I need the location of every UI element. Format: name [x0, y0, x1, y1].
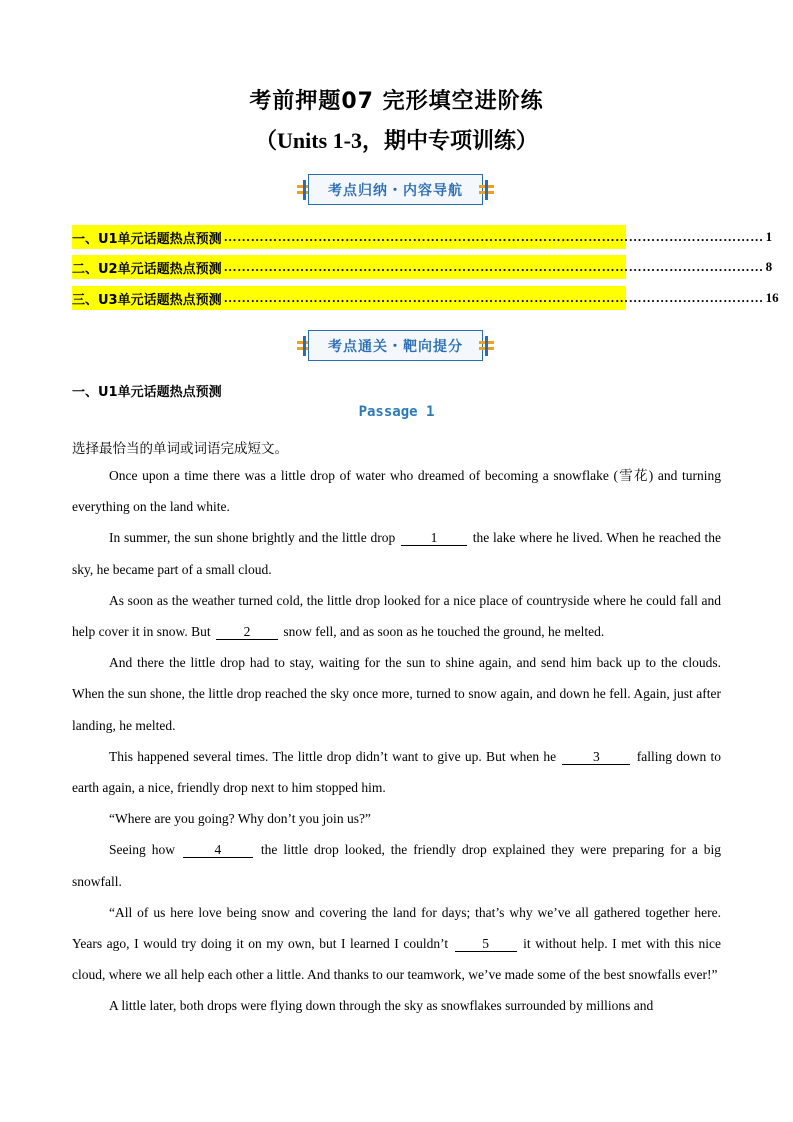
toc-item-label: 三、U3单元话题热点预测: [72, 292, 222, 308]
instruction-text: 选择最恰当的单词或词语完成短文。: [72, 441, 288, 457]
toc-item-label: 二、U2单元话题热点预测: [72, 261, 222, 277]
blank-3[interactable]: 3: [562, 749, 630, 765]
toc-item-page: 16: [765, 290, 779, 305]
toc-item-u1[interactable]: [72, 225, 773, 249]
banner-right-decoration-icon: [479, 339, 494, 353]
toc-leader-dots: …………………………………………………………………………………………………………: [223, 229, 764, 244]
toc-item-page: 1: [765, 229, 773, 244]
blank-2[interactable]: 2: [216, 624, 278, 640]
paragraph: “All of us here love being snow and covering the land for days; that’s why we’ve all gathered together here. Years ago, I would try doing it on my own, but I learned I couldn’t 5 it without help. I met with this nice cloud, where we all help each other a little. And thanks to our teamwork, we’ve made some of the best snowfalls ever!”: [72, 904, 722, 983]
paragraph: And there the little drop had to stay, waiting for the sun to shine again, and send him back up to the clouds. When the sun shone, the little drop reached the sky once more, turned to snow again, and down he fell. Again, just after landing, he melted.: [72, 655, 721, 733]
banner-right-decoration-icon: [479, 183, 494, 197]
document-subtitle: （Units 1-3，期中专项训练）: [255, 128, 538, 153]
nav-banner: [297, 174, 494, 206]
blank-5[interactable]: 5: [455, 936, 517, 952]
toc-item-u3[interactable]: [72, 286, 779, 310]
practice-banner-label: 考点通关・靶向提分: [308, 330, 483, 361]
toc-leader-dots: …………………………………………………………………………………………………………: [223, 259, 764, 274]
paragraph: Once upon a time there was a little drop of water who dreamed of becoming a snowflake (雪花) and turning everything on the land white.: [72, 468, 721, 515]
passage-body: [72, 460, 721, 1022]
paragraph: This happened several times. The little drop didn’t want to give up. But when he 3 falling down to earth again, a nice, friendly drop next to him stopped him.: [72, 748, 722, 796]
paragraph: “Where are you going? Why don’t you join us?”: [109, 811, 371, 827]
toc-item-page: 8: [765, 259, 773, 274]
toc-leader-dots: …………………………………………………………………………………………………………: [223, 290, 764, 305]
document-title: 考前押题07 完形填空进阶练: [249, 89, 544, 114]
paragraph: As soon as the weather turned cold, the little drop looked for a nice place of countryside where he could fall and help cover it in snow. But 2 snow fell, and as soon as he touched the ground, he melted.: [72, 592, 721, 640]
practice-banner: [297, 330, 494, 362]
passage-title: Passage 1: [358, 404, 435, 420]
paragraph: A little later, both drops were flying down through the sky as snowflakes surrounded by millions and: [109, 998, 654, 1014]
section-heading: 一、U1单元话题热点预测: [72, 385, 222, 400]
nav-banner-label: 考点归纳・内容导航: [308, 174, 483, 205]
blank-4[interactable]: 4: [183, 842, 253, 858]
toc-item-u2[interactable]: [72, 255, 773, 279]
toc-item-label: 一、U1单元话题热点预测: [72, 231, 222, 247]
paragraph: Seeing how 4 the little drop looked, the friendly drop explained they were preparing for a big snowfall.: [72, 842, 722, 889]
paragraph: In summer, the sun shone brightly and the little drop 1 the lake where he lived. When he reached the sky, he became part of a small cloud.: [72, 530, 721, 577]
blank-1[interactable]: 1: [401, 530, 467, 546]
